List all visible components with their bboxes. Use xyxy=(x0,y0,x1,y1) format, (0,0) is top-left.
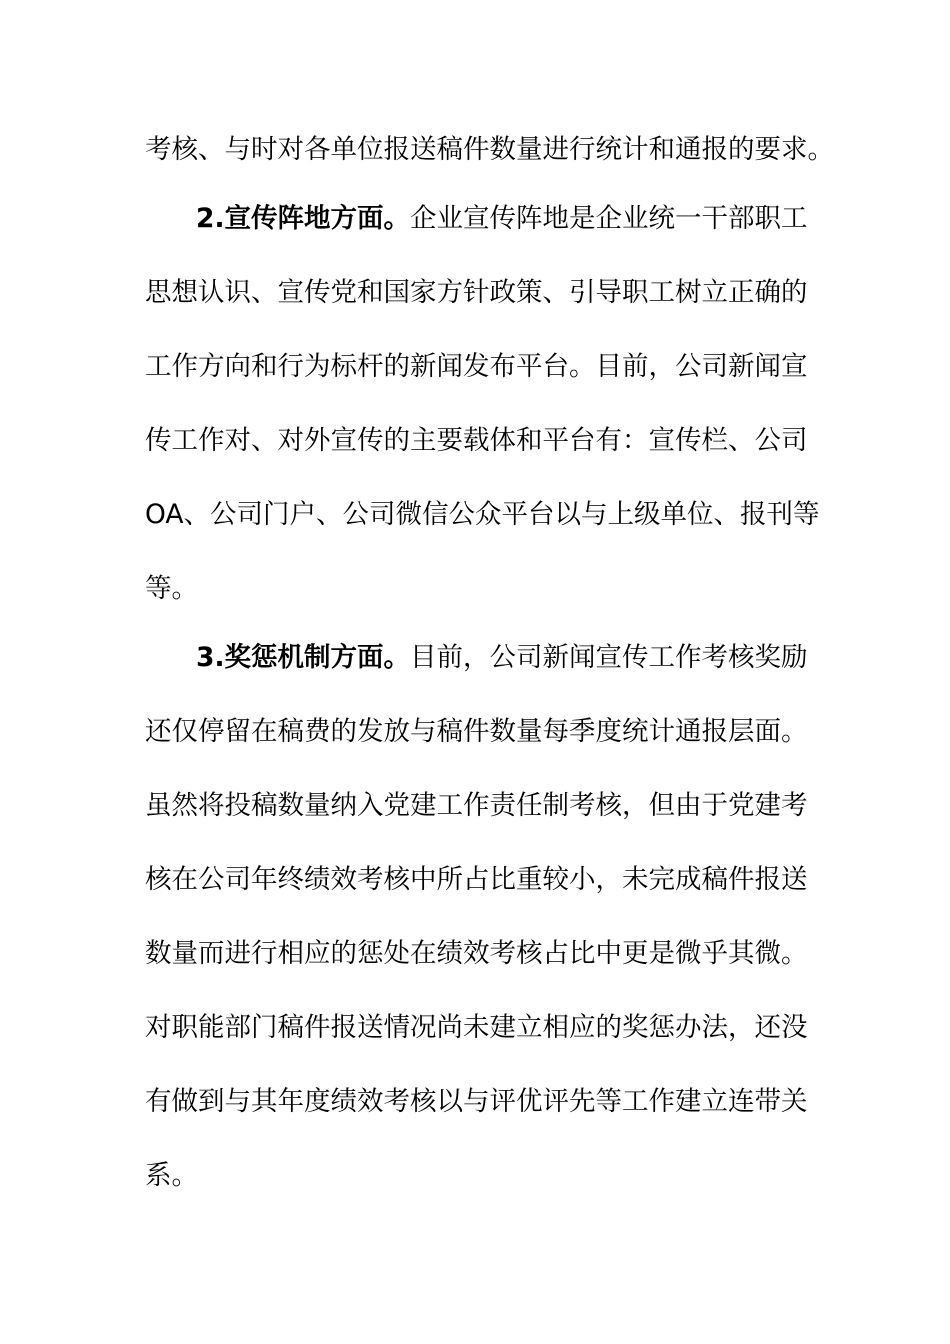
paragraph-line: 虽然将投稿数量纳入党建工作责任制考核，但由于党建考 xyxy=(145,790,808,821)
section-3-heading: 3.奖惩机制方面。 xyxy=(196,642,411,673)
paragraph-line: 核在公司年终绩效考核中所占比重较小，未完成稿件报送 xyxy=(145,864,808,895)
paragraph-line: OA、公司门户、公司微信公众平台以与上级单位、报刊等 xyxy=(145,499,820,530)
paragraph-line: 思想认识、宣传党和国家方针政策、引导职工树立正确的 xyxy=(145,277,808,308)
section-3-first-line xyxy=(196,638,808,678)
paragraph-line: 数量而进行相应的惩处在绩效考核占比中更是微乎其微。 xyxy=(145,938,808,969)
paragraph-line: 还仅停留在稿费的发放与稿件数量每季度统计通报层面。 xyxy=(145,716,808,747)
section-2-text: 企业宣传阵地是企业统一干部职工 xyxy=(410,203,808,234)
paragraph-line: 对职能部门稿件报送情况尚未建立相应的奖惩办法，还没 xyxy=(145,1012,808,1043)
paragraph-line: 工作方向和行为标杆的新闻发布平台。目前，公司新闻宣 xyxy=(145,351,808,382)
paragraph-line: 等。 xyxy=(145,573,198,604)
paragraph-line: 有做到与其年度绩效考核以与评优评先等工作建立连带关 xyxy=(145,1086,808,1117)
section-2-heading: 2.宣传阵地方面。 xyxy=(196,203,411,234)
section-3-text: 目前，公司新闻宣传工作考核奖励 xyxy=(410,642,808,673)
paragraph-line: 考核、与时对各单位报送稿件数量进行统计和通报的要求。 xyxy=(145,134,834,165)
section-2-first-line xyxy=(196,199,808,239)
paragraph-line: 系。 xyxy=(145,1160,198,1191)
paragraph-line: 传工作对、对外宣传的主要载体和平台有：宣传栏、公司 xyxy=(145,425,808,456)
